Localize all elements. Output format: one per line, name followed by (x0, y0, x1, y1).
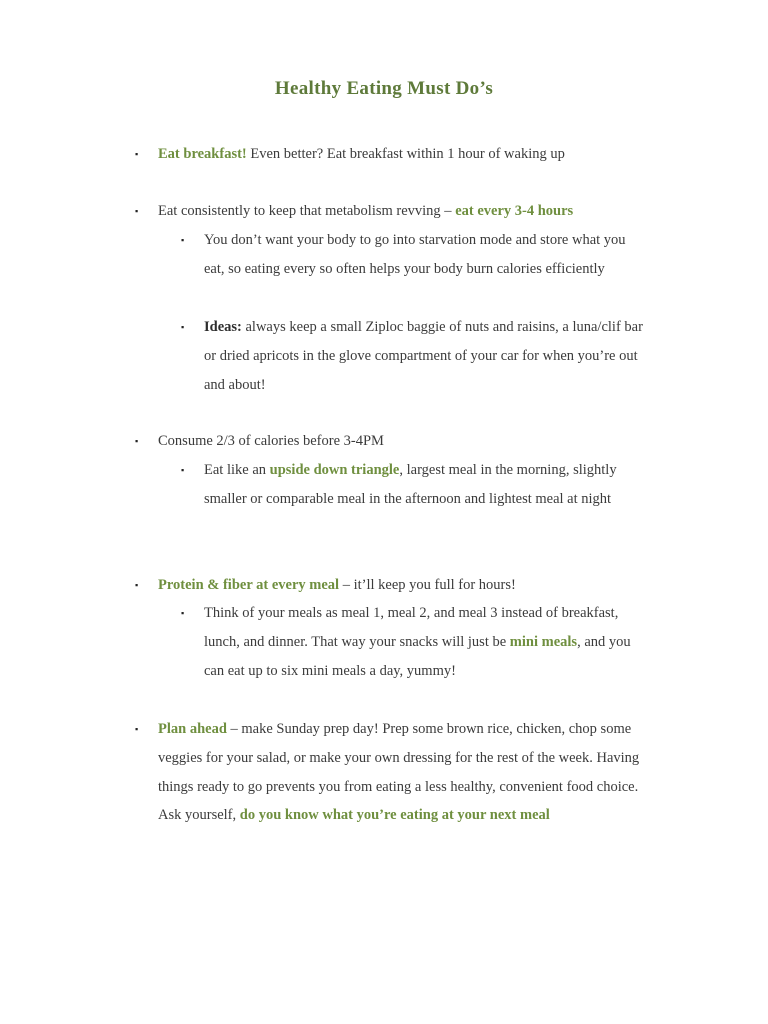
item-text (158, 197, 658, 226)
body-text: , and you can eat up to six mini meals a day, yummy! (204, 633, 631, 679)
item-text (158, 571, 658, 600)
sub-item-text (204, 313, 644, 399)
highlight-text: upside down triangle (269, 462, 400, 478)
highlight-text: Protein & fiber at every meal (158, 577, 340, 593)
highlight-text: mini meals (509, 633, 578, 650)
bullet-icon: ▪ (135, 724, 139, 734)
page-title: Healthy Eating Must Do’s (274, 78, 494, 99)
sub-bullet-icon: ▪ (181, 322, 185, 332)
item-text (158, 427, 658, 456)
sub-bullet-icon: ▪ (181, 608, 185, 618)
item-text (158, 715, 658, 830)
body-text: – it’ll keep you full for hours! (339, 577, 516, 593)
sub-item-text (204, 226, 644, 284)
highlight-text: eat every 3-4 hours (455, 203, 574, 219)
body-text: You don’t want your body to go into starvation mode and store what you eat, so eating every so often helps your body burn calories efficiently (204, 232, 626, 277)
item-text (158, 140, 658, 169)
sub-bullet-icon: ▪ (181, 235, 185, 245)
bold-label: Ideas: (204, 319, 242, 335)
bullet-icon: ▪ (135, 149, 139, 159)
highlight-text-end: do you know what you’re eating at your next meal (239, 807, 550, 824)
sub-bullet-icon: ▪ (181, 465, 185, 475)
body-text: , largest meal in the morning, slightly smaller or comparable meal in the afternoon and lightest meal at night (204, 462, 617, 507)
body-text: – make Sunday prep day! Prep some brown rice, chicken, chop some veggies for your salad, or make your own dressing for the rest of the week. Having things ready to go prevents you from eating a less healthy, convenient food choice. Ask yourself, (158, 721, 640, 824)
bullet-icon: ▪ (135, 206, 139, 216)
highlight-text: Plan ahead (158, 721, 227, 737)
body-text: Eat consistently to keep that metabolism revving – (158, 203, 456, 219)
body-text: always keep a small Ziploc baggie of nuts and raisins, a luna/clif bar or dried apricots in the glove compartment of your car for when you’re out and about! (204, 319, 643, 393)
highlight-text: Eat breakfast! (158, 146, 247, 162)
sub-item-text (204, 456, 644, 514)
body-text: Even better? Eat breakfast within 1 hour of waking up (246, 146, 565, 162)
body-text: Eat like an (204, 462, 270, 478)
bullet-icon: ▪ (135, 580, 139, 590)
body-text: Consume 2/3 of calories before 3-4PM (158, 433, 384, 449)
sub-item-text (204, 599, 644, 685)
body-text: Think of your meals as meal 1, meal 2, and meal 3 instead of breakfast, lunch, and dinner. That way your snacks will just be (204, 605, 619, 650)
bullet-icon: ▪ (135, 436, 139, 446)
